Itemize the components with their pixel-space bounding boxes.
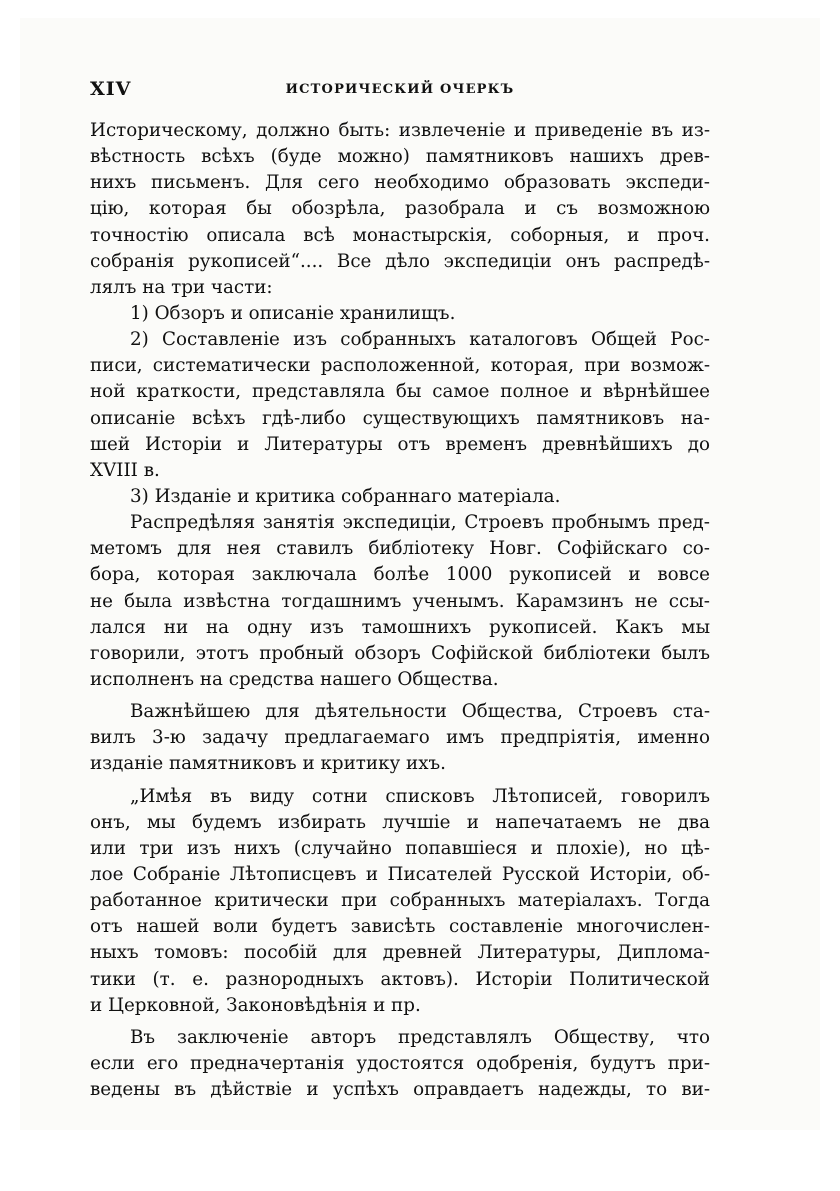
text-line: или три изъ нихъ (случайно попавшіеся и плохіе), но цѣ- [90,837,710,859]
text-line: лое Собраніе Лѣтописцевъ и Писателей Русской Исторіи, об- [90,863,710,885]
text-line: вилъ 3-ю задачу предлагаемаго имъ предпріятія, именно [90,727,710,749]
paragraph-first-line: Въ заключеніе авторъ представлялъ Обществу, что [130,1026,710,1048]
text-line: работанное критически при собранныхъ матеріалахъ. Тогда [90,890,710,912]
text-line: онъ, мы будемъ избирать лучшіе и напечатаемъ не два [90,811,710,833]
text-line: нихъ письменъ. Для сего необходимо образовать экспеди- [90,172,710,194]
body-text [90,118,710,1103]
text-line: Историческому, должно быть: извлеченіе и приведеніе въ из- [90,120,710,141]
text-line: бора, которая заключала болѣе 1000 рукописей и вовсе [90,564,710,586]
text-line: описаніе всѣхъ гдѣ-либо существующихъ памятниковъ на- [90,407,710,429]
paragraph-first-line: „Имѣя въ виду сотни списковъ Лѣтописей, говорилъ [130,785,710,807]
text-line: точностію описала всѣ монастырскія, соборныя, и проч. [90,224,710,246]
text-line: тики (т. е. разнородныхъ актовъ). Исторіи Политической [90,968,710,990]
text-line: ныхъ томовъ: пособій для древней Литературы, Диплома- [90,942,710,964]
text-line: вѣстность всѣхъ (буде можно) памятниковъ нашихъ древ- [90,146,710,168]
text-line: XVIII в. [90,459,160,481]
text-line: цію, которая бы обозрѣла, разобрала и съ возможною [90,198,710,220]
page-header [90,78,710,102]
text-line: изданіе памятниковъ и критику ихъ. [90,753,446,775]
text-line: говорили, этотъ пробный обзоръ Софійской библіотеки былъ [90,642,710,664]
text-line: шей Исторіи и Литературы отъ временъ древнѣйшихъ до [90,433,710,455]
paragraph-first-line: Распредѣляя занятія экспедиціи, Строевъ пробнымъ пред- [130,512,710,534]
text-line: писи, систематически расположенной, которая, при возмож- [90,355,710,377]
text-line: исполненъ на средства нашего Общества. [90,668,499,690]
list-item: 3) Изданіе и критика собраннаго матеріала. [130,485,561,507]
text-line: лялъ на три части: [90,276,273,298]
running-title: ИСТОРИЧЕСКИЙ ОЧЕРКЪ [285,82,515,97]
text-line: собранія рукописей“.... Все дѣло экспедиціи онъ распредѣ- [90,250,710,272]
text-line: ведены въ дѣйствіе и успѣхъ оправдаетъ надежды, то ви- [90,1079,710,1101]
text-line: метомъ для нея ставилъ библіотеку Новг. Софійскаго со- [90,538,710,560]
list-item: 1) Обзоръ и описаніе хранилищъ. [130,302,456,324]
text-line: ной краткости, представляла бы самое полное и вѣрнѣйшее [90,381,710,403]
text-line: отъ нашей воли будетъ зависѣть составленіе многочислен- [90,916,710,938]
text-line: и Церковной, Законовѣдѣнія и пр. [90,994,421,1016]
text-line: лался ни на одну изъ тамошнихъ рукописей. Какъ мы [90,616,710,638]
page-number: XIV [90,78,132,100]
list-item: 2) Составленіе изъ собранныхъ каталоговъ Общей Рос- [130,329,710,351]
paragraph-first-line: Важнѣйшею для дѣятельности Общества, Строевъ ста- [130,701,710,723]
text-line: если его предначертанія удостоятся одобренія, будутъ при- [90,1052,710,1074]
text-line: не была извѣстна тогдашнимъ ученымъ. Карамзинъ не ссы- [90,590,710,612]
